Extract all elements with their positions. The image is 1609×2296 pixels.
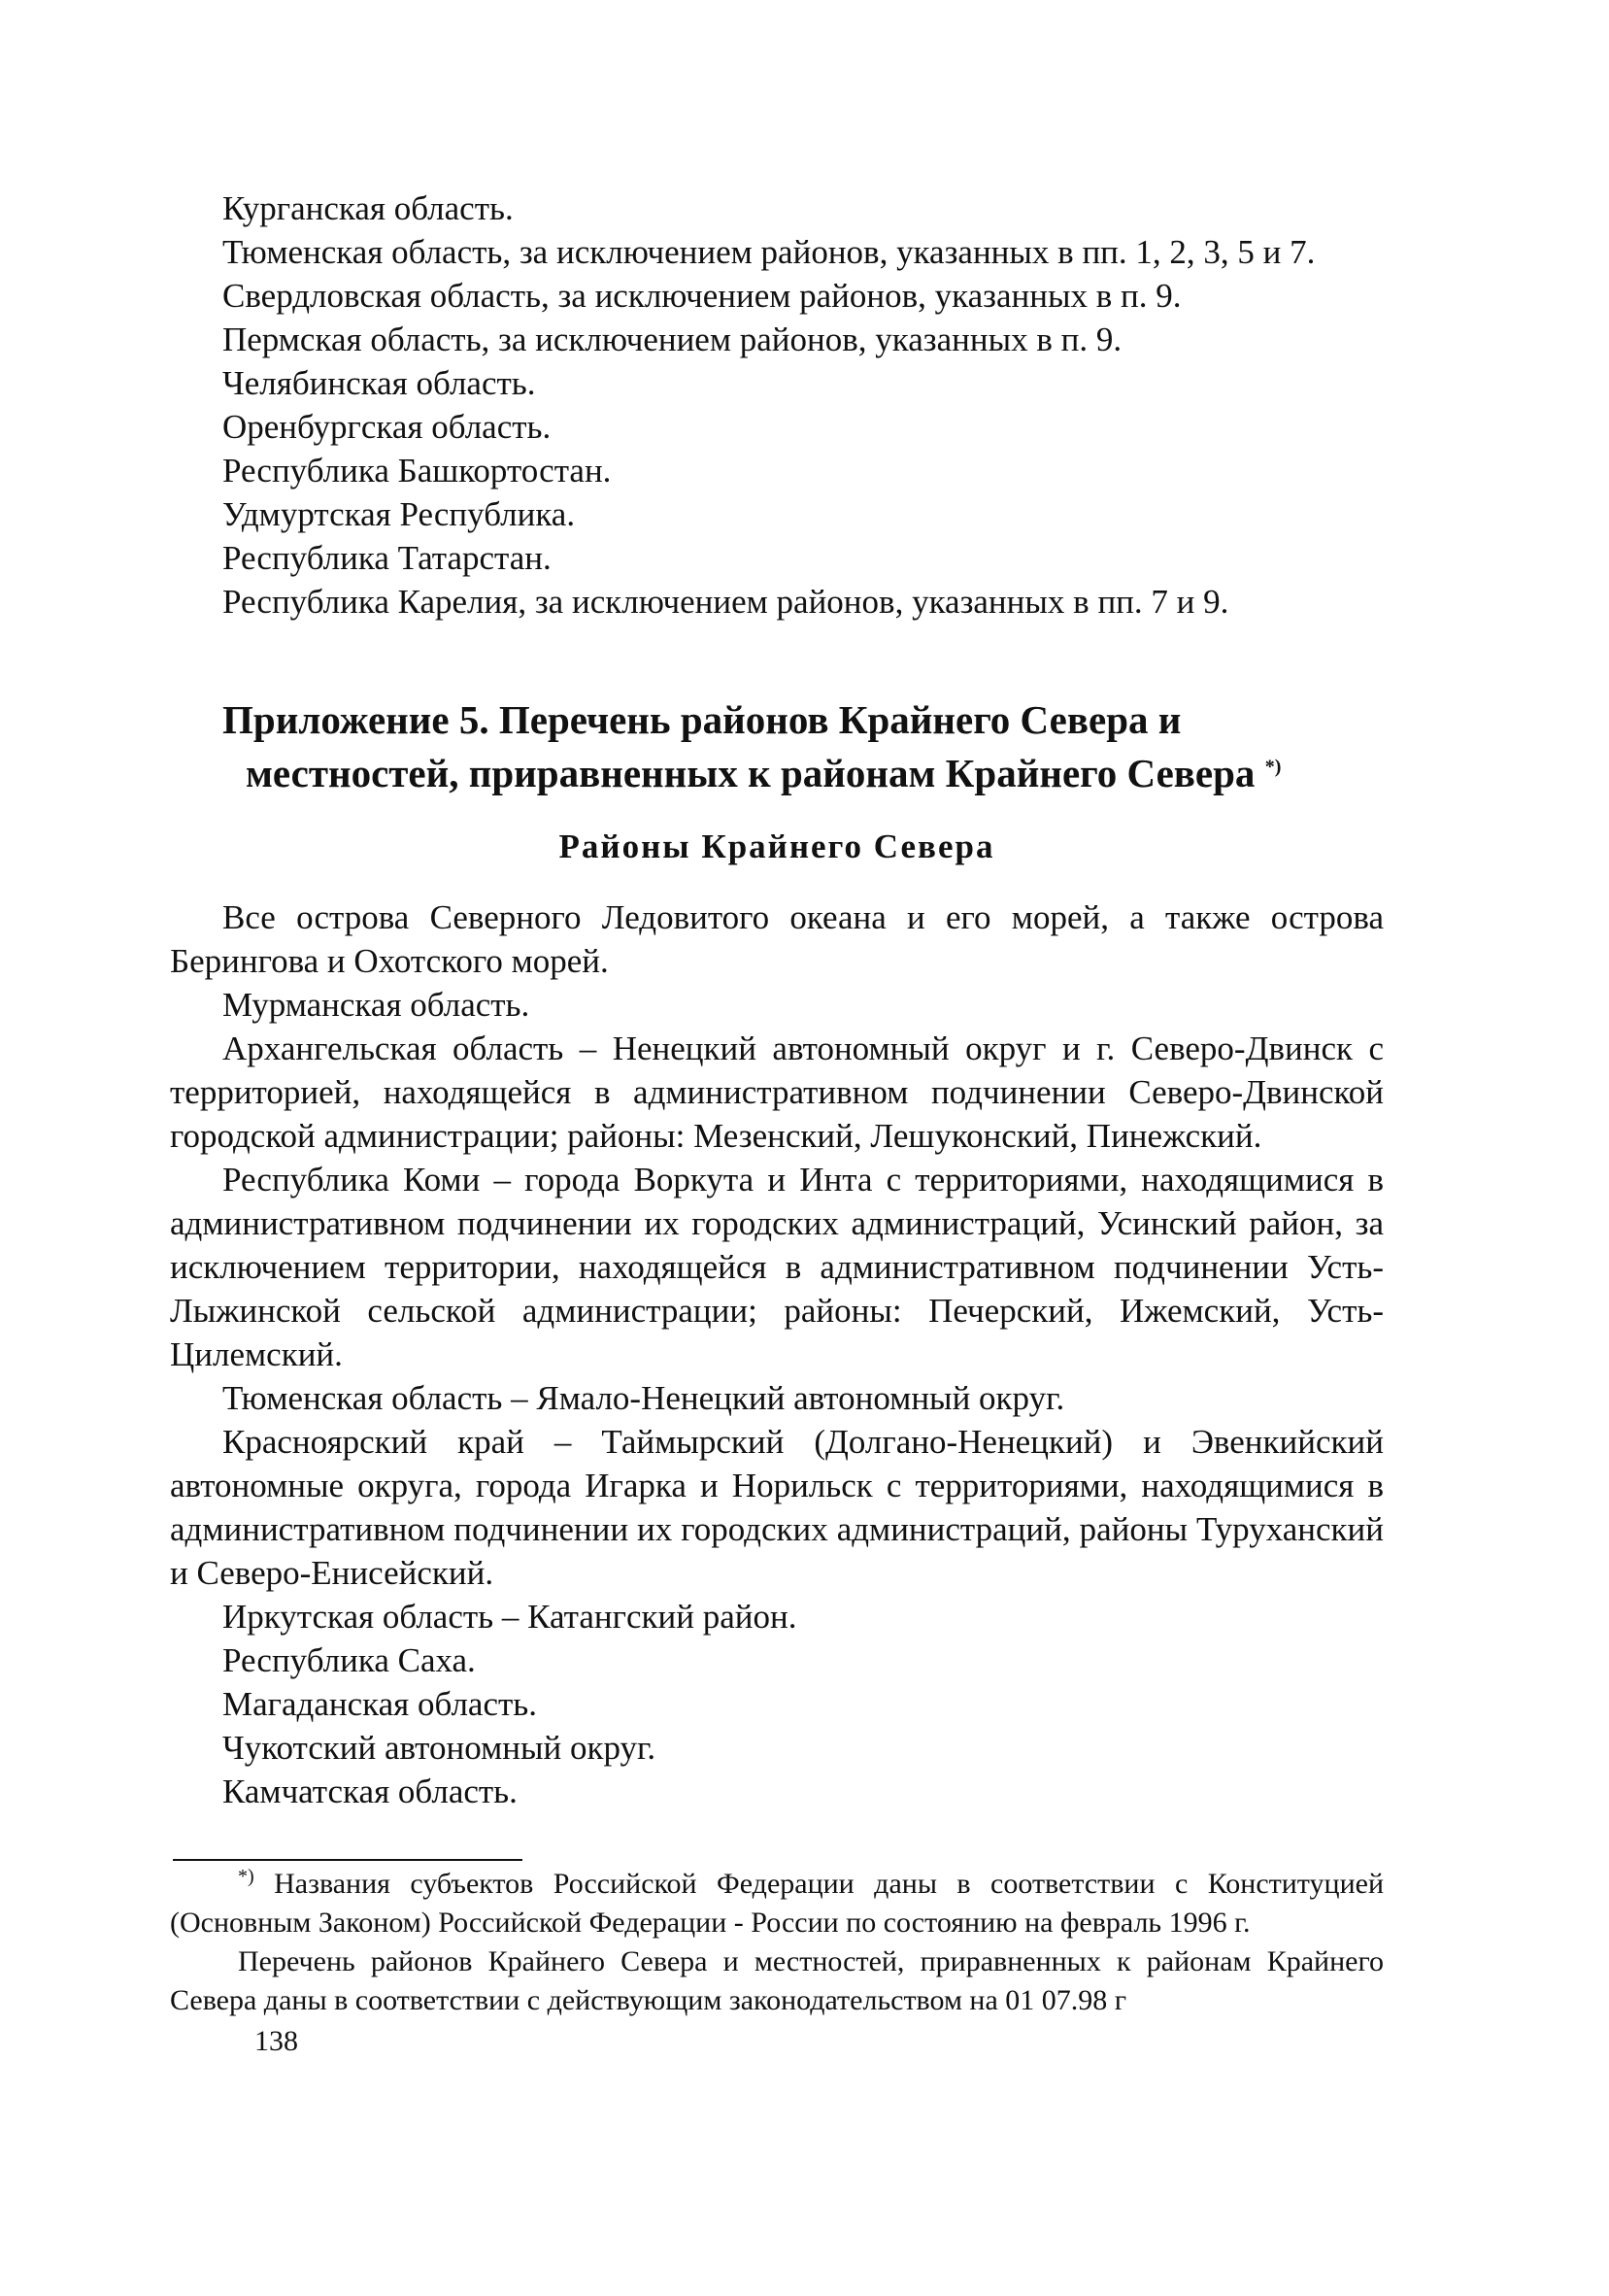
page-number: 138 xyxy=(254,2025,298,2057)
footnote-mark: *) xyxy=(238,1866,254,1887)
appendix-title xyxy=(170,693,1384,800)
region-paragraph: Архангельская область – Ненецкий автономный округ и г. Северо-Двинск с территорией, находящейся в административном подчинении Северо-Двинской городской администрации; районы: Мезенский, Лешуконский, Пинежский. xyxy=(170,1030,1384,1155)
intro-line: Республика Карелия, за исключением районов, указанных в пп. 7 и 9. xyxy=(222,583,1229,621)
footnote-1 xyxy=(170,1865,1384,1942)
region-paragraph: Красноярский край – Таймырский (Долгано-Ненецкий) и Эвенкийский автономные округа, города Игарка и Норильск с территориями, находящимися в административном подчинении их городских администраций, районы Туруханский и Северо-Енисейский. xyxy=(170,1423,1384,1592)
region-paragraph: Все острова Северного Ледовитого океана и его морей, а также острова Берингова и Охотского морей. xyxy=(170,898,1384,980)
footnote-2: Перечень районов Крайнего Севера и местностей, приравненных к районам Крайнего Севера даны в соответствии с действующим законодательством на 01 07.98 г xyxy=(170,1945,1384,2016)
region-paragraph: Тюменская область – Ямало-Ненецкий автономный округ. xyxy=(222,1379,1065,1417)
intro-line: Курганская область. xyxy=(222,189,514,227)
region-paragraph: Камчатская область. xyxy=(222,1773,518,1810)
footnote-block xyxy=(170,1865,1384,2020)
region-paragraph: Иркутская область – Катангский район. xyxy=(222,1598,797,1636)
appendix-title-line1: Приложение 5. Перечень районов Крайнего Севера и xyxy=(222,697,1182,742)
intro-line: Удмуртская Республика. xyxy=(222,495,576,533)
intro-list xyxy=(170,186,1384,624)
regions-list xyxy=(170,895,1384,1813)
region-paragraph: Чукотский автономный округ. xyxy=(222,1729,656,1767)
intro-line: Пермская область, за исключением районов, указанных в п. 9. xyxy=(222,321,1123,358)
region-paragraph: Республика Саха. xyxy=(222,1641,476,1679)
region-paragraph: Республика Коми – города Воркута и Инта с территориями, находящимися в административном подчинении их городских администраций, Усинский район, за исключением территории, находящейся в административном подчинении Усть-Лыжинской сельской администрации; районы: Печерский, Ижемский, Усть-Цилемский. xyxy=(170,1161,1384,1373)
intro-line: Челябинская область. xyxy=(222,364,536,402)
intro-line: Оренбургская область. xyxy=(222,408,552,446)
intro-line: Свердловская область, за исключением районов, указанных в п. 9. xyxy=(222,277,1182,315)
intro-line: Республика Татарстан. xyxy=(222,539,552,577)
region-paragraph: Мурманская область. xyxy=(222,986,530,1024)
section-subtitle: Районы Крайнего Севера xyxy=(558,827,995,865)
footnote-text-1: Названия субъектов Российской Федерации даны в соответствии с Конституцией (Основным Законом) Российской Федерации - России по состоянию на февраль 1996 г. xyxy=(170,1868,1384,1939)
intro-line: Тюменская область, за исключением районов, указанных в пп. 1, 2, 3, 5 и 7. xyxy=(222,233,1316,271)
appendix-title-line2: местностей, приравненных к районам Крайнего Севера xyxy=(246,751,1256,795)
main-content xyxy=(170,186,1384,1813)
appendix-title-line2-wrap xyxy=(170,747,1384,800)
intro-line: Республика Башкортостан. xyxy=(222,452,612,490)
footnote-divider xyxy=(173,1859,522,1861)
region-paragraph: Магаданская область. xyxy=(222,1685,537,1723)
appendix-footnote-mark: *) xyxy=(1264,756,1282,778)
